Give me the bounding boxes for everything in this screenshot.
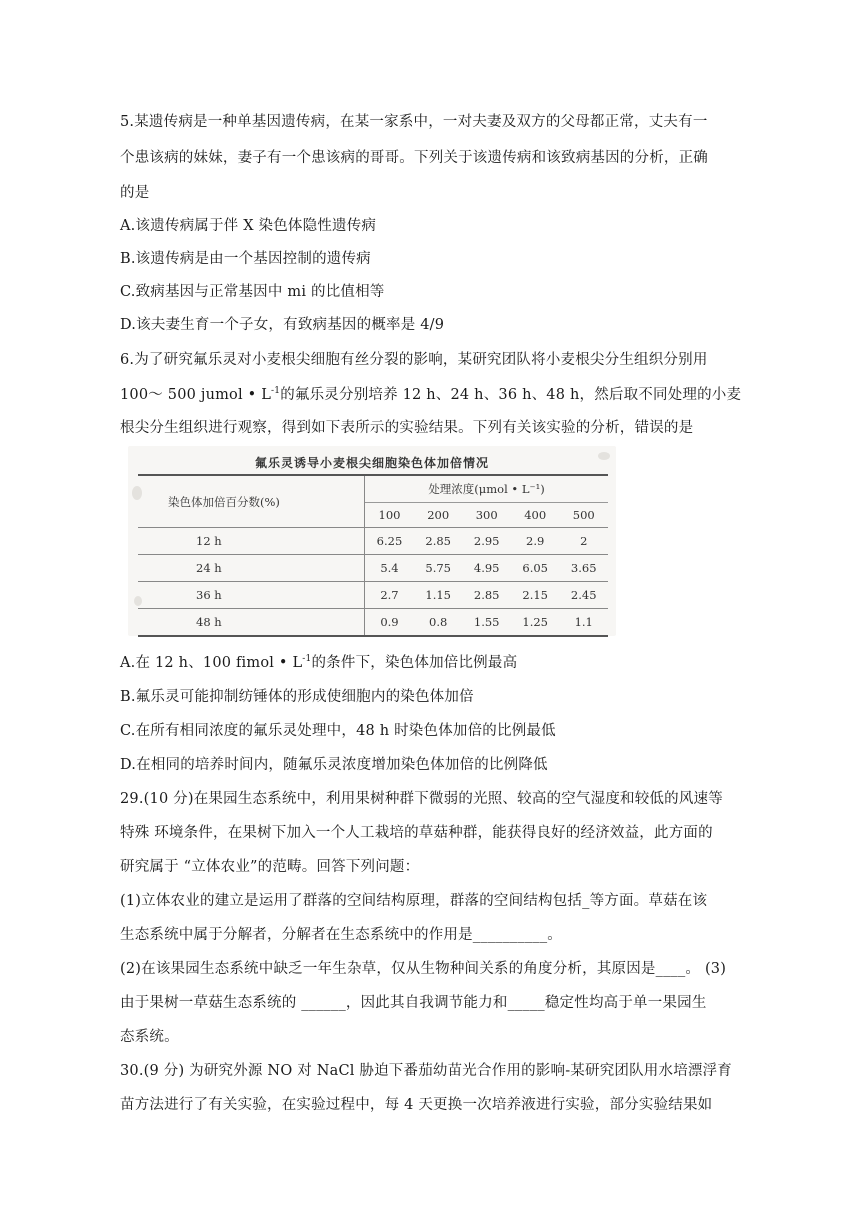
table-cell: 2.9 [511,528,560,555]
table-row-time: 48 h [138,609,365,637]
q5-stem-line-1: 5.某遗传病是一种单基因遗传病，在某一家系中，一对夫妻及双方的父母都正常，丈夫有一 [120,114,708,130]
q6-stem-line-1: 6.为了研究氟乐灵对小麦根尖细胞有丝分裂的影响，某研究团队将小麦根尖分生组织分别用 [120,352,708,368]
table-col-500: 500 [572,508,595,522]
table-row-time: 24 h [138,555,365,582]
table-cell: 0.9 [365,609,414,637]
q6-option-a [120,653,750,673]
results-table-image [128,446,616,636]
table-row [138,528,608,555]
q29-line-5: 生态系统中属于分解者，分解者在生态系统中的作用是__________。 [120,927,562,943]
q6-option-c: C.在所有相同浓度的氟乐灵处理中，48 h 时染色体加倍的比例最低 [120,723,556,739]
table-row-time: 12 h [138,528,365,555]
table-cell: 2 [559,528,608,555]
q6-line2-sup: -1 [271,386,281,397]
q29-line-7: 由于果树一草菇生态系统的 ______，因此其自我调节能力和_____稳定性均高于单一果园生 [120,995,707,1011]
table-col-300: 300 [475,508,498,522]
table-cell: 6.25 [365,528,414,555]
q6-stem-line-3: 根尖分生组织进行观察，得到如下表所示的实验结果。下列有关该实验的分析，错误的是 [120,420,694,436]
table-cell: 2.85 [462,582,511,609]
table-cell: 2.85 [414,528,463,555]
q6-option-a-pre: A.在 12 h、100 fimol • L [120,655,303,671]
table-row [138,555,608,582]
q5-option-c: C.致病基因与正常基因中 mi 的比值相等 [120,284,385,300]
q29-line-8: 态系统。 [120,1029,179,1045]
results-table [138,474,608,637]
table-cell: 0.8 [414,609,463,637]
q29-line-4: (1)立体农业的建立是运用了群落的空间结构原理，群落的空间结构包括_等方面。草菇在该 [120,893,708,909]
q30-line-2: 苗方法进行了有关实验，在实验过程中，每 4 天更换一次培养液进行实验，部分实验结果如 [120,1097,713,1113]
q29-line-1: 29.(10 分)在果园生态系统中，利用果树种群下微弱的光照、较高的空气湿度和较低的风速等 [120,791,723,807]
q29-line-2: 特殊 环境条件，在果树下加入一个人工栽培的草菇种群，能获得良好的经济效益，此方面的 [120,825,713,841]
q6-option-a-post: 的条件下，染色体加倍比例最高 [311,655,518,671]
table-col-200: 200 [427,508,450,522]
table-col-100: 100 [378,508,401,522]
table-row [138,609,608,637]
table-cell: 2.45 [559,582,608,609]
q5-option-a: A.该遗传病属于伴 X 染色体隐性遗传病 [120,218,377,234]
q5-stem-line-2: 个患该病的妹妹，妻子有一个患该病的哥哥。下列关于该遗传病和该致病基因的分析，正确 [120,150,708,166]
table-col-group-header: 处理浓度(μmol • L⁻¹) [365,475,609,503]
q5-stem-line-3: 的是 [120,185,150,201]
table-cell: 5.4 [365,555,414,582]
table-cell: 1.25 [511,609,560,637]
q5-option-d: D.该夫妻生育一个子女，有致病基因的概率是 4/9 [120,317,445,333]
table-cell: 1.55 [462,609,511,637]
q29-line-6: (2)在该果园生态系统中缺乏一年生杂草，仅从生物种间关系的角度分析，其原因是____。 (3) [120,961,727,977]
table-cell: 2.7 [365,582,414,609]
table-col-400: 400 [524,508,547,522]
table-cell: 5.75 [414,555,463,582]
table-title: 氟乐灵诱导小麦根尖细胞染色体加倍情况 [254,456,489,470]
table-cell: 6.05 [511,555,560,582]
q6-line2-post: 的氟乐灵分别培养 12 h、24 h、36 h、48 h，然后取不同处理的小麦 [280,387,742,403]
q5-option-b: B.该遗传病是由一个基因控制的遗传病 [120,251,371,267]
table-cell: 3.65 [559,555,608,582]
table-cell: 2.15 [511,582,560,609]
table-row-time: 36 h [138,582,365,609]
q6-option-d: D.在相同的培养时间内，随氟乐灵浓度增加染色体加倍的比例降低 [120,757,548,773]
table-cell: 1.1 [559,609,608,637]
q6-option-b: B.氟乐灵可能抑制纺锤体的形成使细胞内的染色体加倍 [120,689,474,705]
q30-line-1: 30.(9 分) 为研究外源 NO 对 NaCl 胁迫下番茄幼苗光合作用的影响-某研究团队用水培漂浮育 [120,1063,732,1079]
q6-line2-pre: 100～ 500 jumol • L [120,387,272,403]
table-row-header: 染色体加倍百分数(%) [138,475,365,528]
table-cell: 4.95 [462,555,511,582]
q29-line-3: 研究属于 “立体农业”的范畴。回答下列问题： [120,859,420,875]
table-row [138,582,608,609]
q6-stem-line-2 [120,385,750,405]
q6-option-a-sup: -1 [302,654,312,665]
table-cell: 1.15 [414,582,463,609]
table-cell: 2.95 [462,528,511,555]
